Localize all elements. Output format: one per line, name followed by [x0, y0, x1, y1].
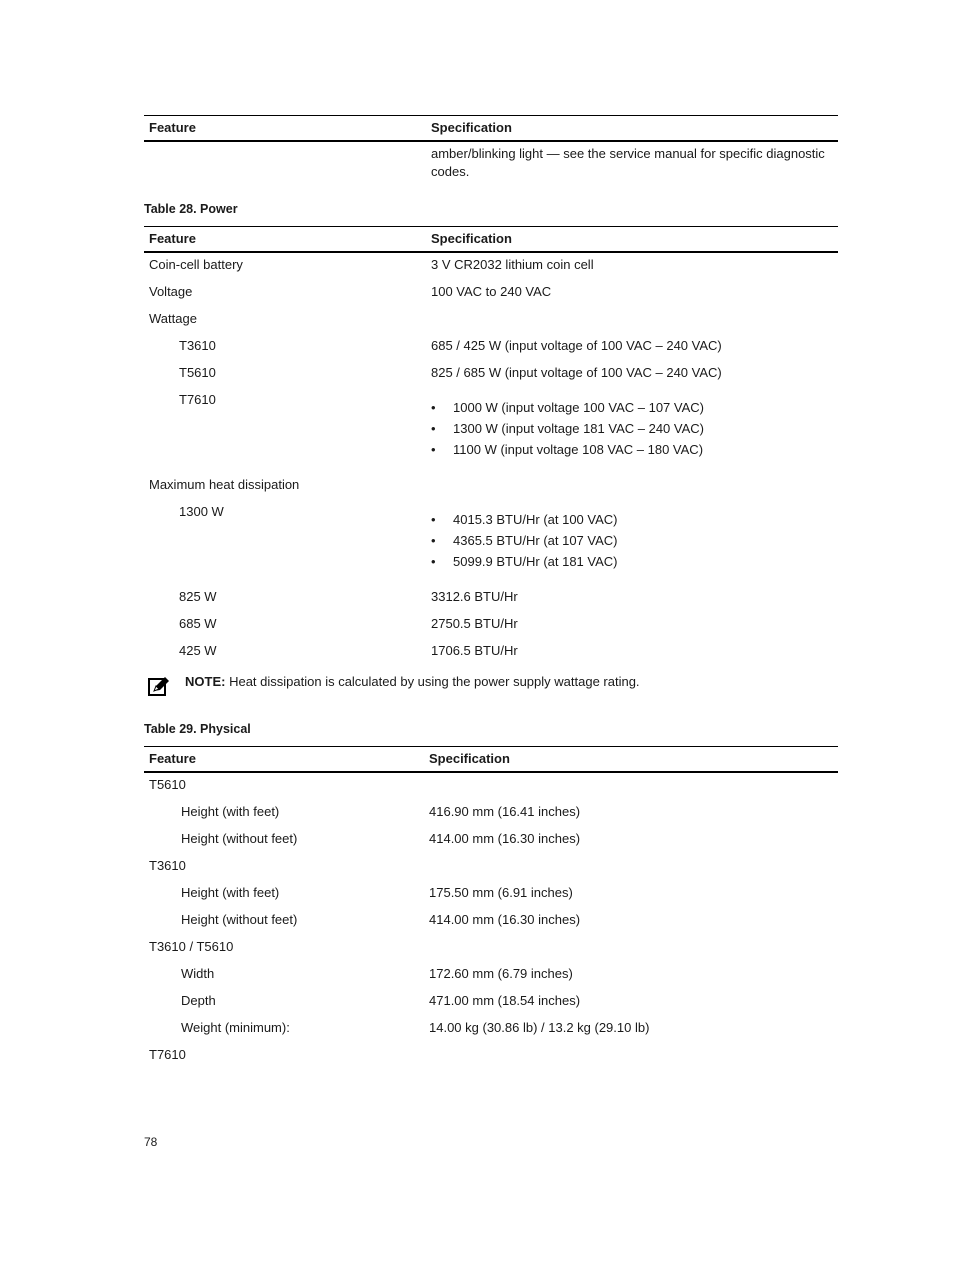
- table-header-rule: [144, 140, 838, 142]
- bullet-dot: •: [431, 554, 436, 569]
- spec-cell: 2750.5 BTU/Hr: [431, 616, 518, 631]
- feature-cell: Coin-cell battery: [149, 257, 243, 272]
- bullet-dot: •: [431, 442, 436, 457]
- table-caption-power: Table 28. Power: [144, 202, 238, 216]
- spec-bullet-item: 4015.3 BTU/Hr (at 100 VAC): [453, 512, 618, 527]
- table-top-rule: [144, 226, 838, 227]
- spec-bullet-item: 1100 W (input voltage 108 VAC – 180 VAC): [453, 442, 704, 457]
- feature-cell: Height (without feet): [181, 912, 298, 927]
- feature-cell: T3610: [179, 338, 216, 353]
- spec-cell: 100 VAC to 240 VAC: [431, 284, 552, 299]
- feature-cell: T3610: [149, 858, 186, 873]
- column-header-feature: Feature: [149, 231, 196, 246]
- table-header-rule: [144, 771, 838, 773]
- bullet-dot: •: [431, 512, 436, 527]
- feature-cell: T3610 / T5610: [149, 939, 234, 954]
- spec-cell: 3 V CR2032 lithium coin cell: [431, 257, 594, 272]
- feature-cell: Weight (minimum):: [181, 1020, 290, 1035]
- feature-cell: 425 W: [179, 643, 217, 658]
- note-label: NOTE:: [185, 674, 226, 689]
- feature-cell: T5610: [149, 777, 186, 792]
- bullet-dot: •: [431, 400, 436, 415]
- spec-bullet-item: 5099.9 BTU/Hr (at 181 VAC): [453, 554, 618, 569]
- feature-cell: Width: [181, 966, 215, 981]
- feature-cell: Height (with feet): [181, 804, 280, 819]
- spec-bullet-item: 1300 W (input voltage 181 VAC – 240 VAC): [453, 421, 704, 436]
- feature-cell: 685 W: [179, 616, 217, 631]
- note-body: Heat dissipation is calculated by using the power supply wattage rating.: [229, 674, 640, 689]
- feature-cell: Voltage: [149, 284, 193, 299]
- spec-cell: 825 / 685 W (input voltage of 100 VAC – 240 VAC): [431, 365, 722, 380]
- table-caption-physical: Table 29. Physical: [144, 722, 251, 736]
- column-header-feature: Feature: [149, 751, 196, 766]
- feature-cell: T7610: [179, 392, 216, 407]
- spec-cell: 14.00 kg (30.86 lb) / 13.2 kg (29.10 lb): [429, 1020, 650, 1035]
- column-header-feature: Feature: [149, 120, 196, 135]
- feature-cell: T5610: [179, 365, 216, 380]
- bullet-dot: •: [431, 533, 436, 548]
- spec-bullet-item: 4365.5 BTU/Hr (at 107 VAC): [453, 533, 618, 548]
- column-header-specification: Specification: [431, 120, 512, 135]
- spec-cell: 3312.6 BTU/Hr: [431, 589, 518, 604]
- table-top-rule: [144, 115, 838, 116]
- spec-cell: 1706.5 BTU/Hr: [431, 643, 518, 658]
- feature-cell: Maximum heat dissipation: [149, 477, 300, 492]
- pencil-note-icon: [148, 676, 170, 696]
- spec-cell: 471.00 mm (18.54 inches): [429, 993, 581, 1008]
- spec-cell: amber/blinking light — see the service manual for specific diagnostic: [431, 146, 825, 161]
- feature-cell: Height (without feet): [181, 831, 298, 846]
- spec-cell: 416.90 mm (16.41 inches): [429, 804, 581, 819]
- feature-cell: Wattage: [149, 311, 197, 326]
- spec-cell: 172.60 mm (6.79 inches): [429, 966, 573, 981]
- spec-cell: 175.50 mm (6.91 inches): [429, 885, 573, 900]
- spec-cell: codes.: [431, 164, 470, 179]
- spec-cell: 414.00 mm (16.30 inches): [429, 831, 581, 846]
- bullet-dot: •: [431, 421, 436, 436]
- spec-cell: 685 / 425 W (input voltage of 100 VAC – 240 VAC): [431, 338, 722, 353]
- table-header-rule: [144, 251, 838, 253]
- feature-cell: Depth: [181, 993, 216, 1008]
- column-header-specification: Specification: [431, 231, 512, 246]
- feature-cell: T7610: [149, 1047, 186, 1062]
- spec-cell: 414.00 mm (16.30 inches): [429, 912, 581, 927]
- note-text: [185, 674, 640, 690]
- feature-cell: 1300 W: [179, 504, 224, 519]
- table-top-rule: [144, 746, 838, 747]
- column-header-specification: Specification: [429, 751, 510, 766]
- feature-cell: Height (with feet): [181, 885, 280, 900]
- spec-bullet-item: 1000 W (input voltage 100 VAC – 107 VAC): [453, 400, 704, 415]
- feature-cell: 825 W: [179, 589, 217, 604]
- page-number: 78: [144, 1135, 158, 1149]
